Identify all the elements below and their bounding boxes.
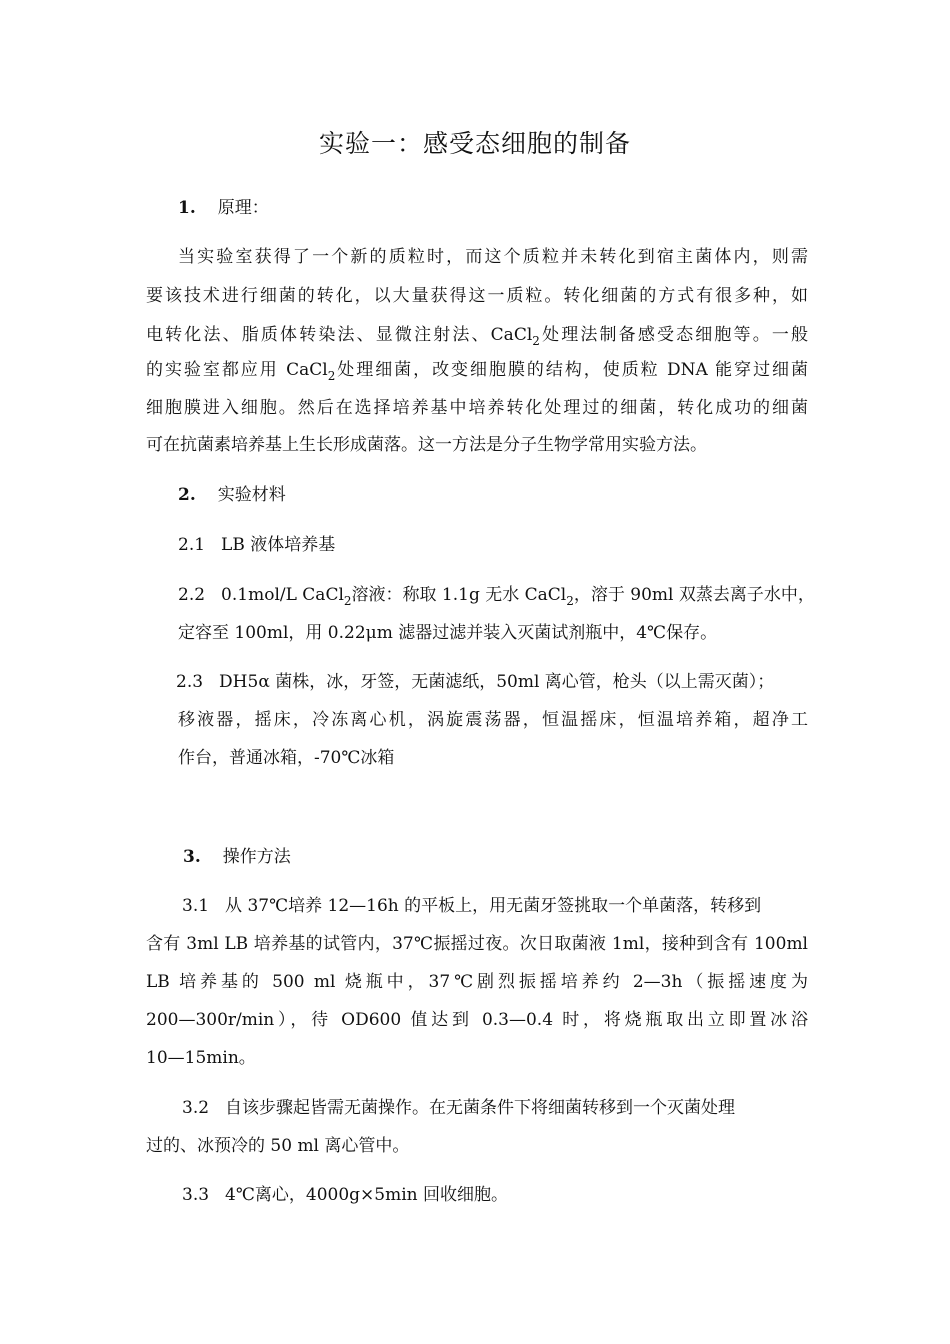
paragraph-line: 过的、冰预冷的 50 ml 离心管中。 <box>146 1136 410 1156</box>
subscript: 2 <box>566 594 574 608</box>
paragraph-line: LB 培养基的 500 ml 烧瓶中，37℃剧烈振摇培养约 2—3h（振摇速度为 <box>146 972 808 992</box>
paragraph-line: 细胞膜进入细胞。然后在选择培养基中培养转化处理过的细菌，转化成功的细菌 <box>146 398 808 418</box>
paragraph-line: 移液器，摇床，冷冻离心机，涡旋震荡器，恒温摇床，恒温培养箱，超净工 <box>178 710 808 730</box>
paragraph-line: 含有 3ml LB 培养基的试管内，37℃振摇过夜。次日取菌液 1ml，接种到含有 100ml <box>146 934 808 954</box>
item-text: DH5α 菌株，冰，牙签，无菌滤纸，50ml 离心管，枪头（以上需灭菌）； <box>219 672 775 692</box>
list-item <box>182 1096 808 1120</box>
subscript: 2 <box>532 334 540 348</box>
list-item <box>176 670 808 694</box>
text-run: 处理细菌，改变细胞膜的结构，使质粒 DNA 能穿过细菌 <box>335 360 808 380</box>
text-run: 处理法制备感受态细胞等。一般 <box>539 325 809 345</box>
section-1-heading <box>178 196 269 220</box>
section-title: 操作方法 <box>222 847 291 867</box>
subscript: 2 <box>327 369 336 383</box>
item-number: 3.2 <box>182 1098 210 1118</box>
list-item <box>182 1183 508 1207</box>
paragraph-line: 可在抗菌素培养基上生长形成菌落。这一方法是分子生物学常用实验方法。 <box>146 435 707 455</box>
list-item <box>182 894 808 918</box>
section-title: 原理： <box>217 198 269 218</box>
section-number: 3. <box>183 847 201 867</box>
paragraph-line: 当实验室获得了一个新的质粒时，而这个质粒并未转化到宿主菌体内，则需 <box>178 247 808 267</box>
item-number: 2.3 <box>176 672 204 692</box>
text-run: 0.1mol/L CaCl <box>221 585 344 605</box>
item-text: 从 37℃培养 12—16h 的平板上，用无菌牙签挑取一个单菌落，转移到 <box>225 896 762 916</box>
item-number: 2.2 <box>178 585 206 605</box>
paragraph-line: 作台，普通冰箱，-70℃冰箱 <box>178 748 395 768</box>
text-run: 溶液：称取 1.1g 无水 CaCl <box>351 585 567 605</box>
text-run: 电转化法、脂质体转染法、显微注射法、CaCl <box>146 325 533 345</box>
paragraph-line: 定容至 100ml，用 0.22μm 滤器过滤并装入灭菌试剂瓶中，4℃保存。 <box>178 623 718 643</box>
subscript: 2 <box>343 594 352 608</box>
item-number: 3.1 <box>182 896 210 916</box>
section-title: 实验材料 <box>217 485 286 505</box>
paragraph-line <box>146 358 808 388</box>
section-number: 2. <box>178 485 196 505</box>
section-number: 1. <box>178 198 196 218</box>
paragraph-line: 要该技术进行细菌的转化，以大量获得这一质粒。转化细菌的方式有很多种，如 <box>146 286 808 306</box>
item-text: LB 液体培养基 <box>221 535 336 555</box>
item-number: 2.1 <box>178 535 206 555</box>
item-text: 4℃离心，4000g×5min 回收细胞。 <box>225 1185 508 1205</box>
paragraph-line <box>146 323 808 353</box>
paragraph-line: 200—300r/min），待 OD600 值达到 0.3—0.4 时，将烧瓶取出立即置冰浴 <box>146 1010 808 1030</box>
section-2-heading <box>178 483 286 507</box>
item-text: 自该步骤起皆需无菌操作。在无菌条件下将细菌转移到一个灭菌处理 <box>225 1098 736 1118</box>
section-3-heading <box>183 845 291 869</box>
item-number: 3.3 <box>182 1185 210 1205</box>
list-item <box>178 583 815 613</box>
text-run: ，溶于 90ml 双蒸去离子水中， <box>573 585 815 605</box>
text-run: 的实验室都应用 CaCl <box>146 360 328 380</box>
page-title: 实验一：感受态细胞的制备 <box>318 129 631 158</box>
paragraph-line: 10—15min。 <box>146 1048 256 1068</box>
list-item <box>178 533 335 557</box>
